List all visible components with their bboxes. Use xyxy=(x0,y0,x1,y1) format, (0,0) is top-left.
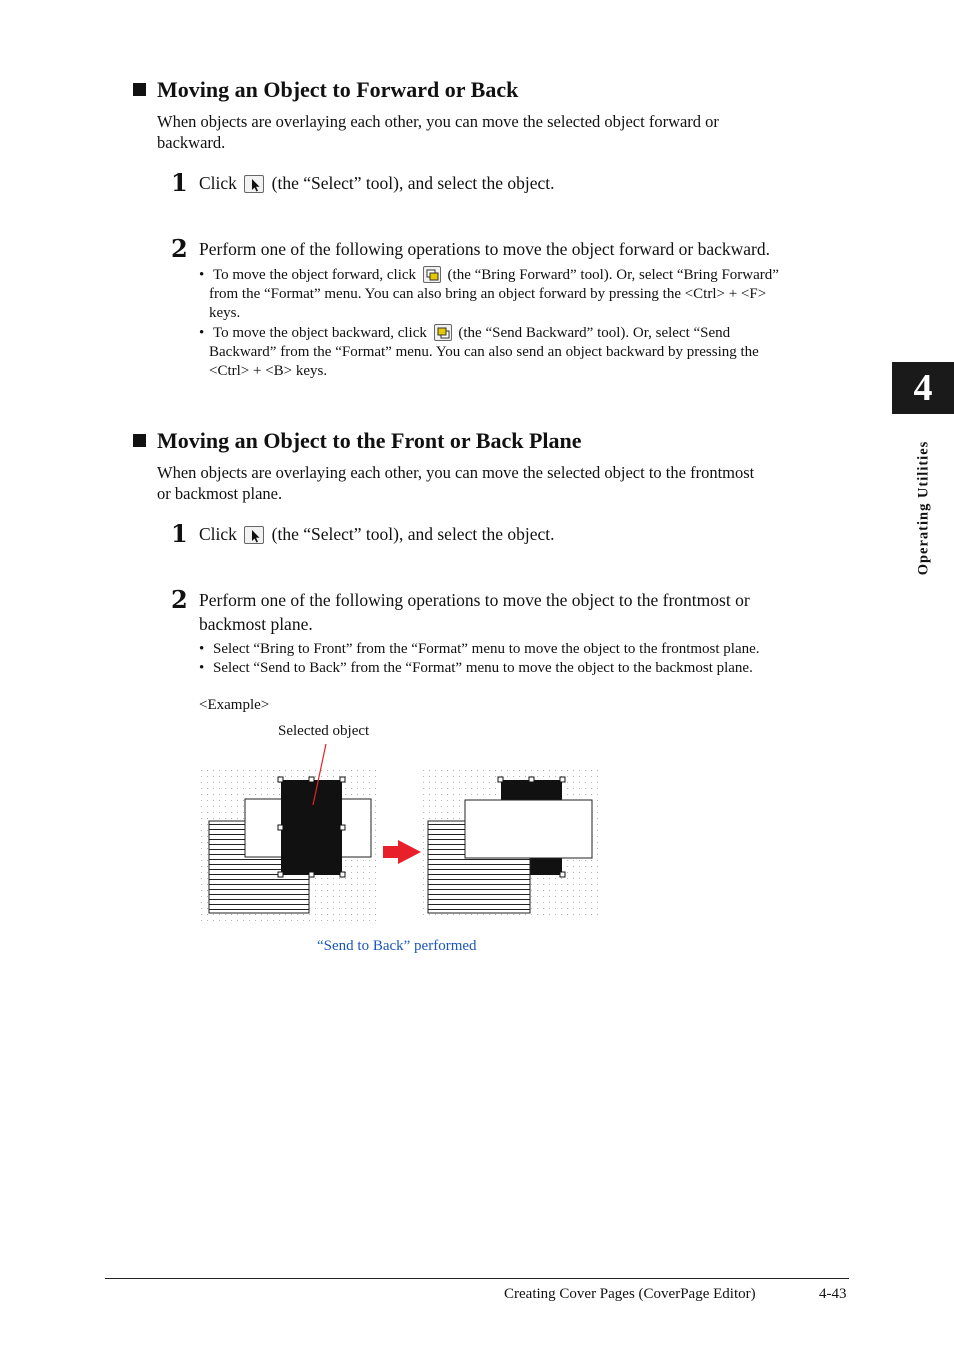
section-heading-forward-back: Moving an Object to Forward or Back xyxy=(133,77,518,103)
step-number: 2 xyxy=(171,585,188,614)
list-item: • To move the object forward, click (the “Bring Forward” tool). Or, select “Bring Forward” from the “Format” menu. You can also bring an object forward by pressing the <Ctrl> + <F> keys. xyxy=(199,267,779,321)
list-item: • To move the object backward, click (the “Send Backward” tool). Or, select “Send Backward” from the “Format” menu. You can also send an object backward by pressing the <Ctrl> + <B> keys. xyxy=(199,325,759,379)
bring-forward-icon[interactable] xyxy=(423,266,441,283)
section2-step2-text: Perform one of the following operations to move the object to the frontmost or backmost plane. xyxy=(199,590,750,634)
square-bullet-icon xyxy=(133,83,146,96)
section2-step1-text: Click (the “Select” tool), and select the object. xyxy=(199,524,555,544)
after-panel xyxy=(419,768,599,918)
chapter-side-label: Operating Utilities xyxy=(915,440,932,576)
square-bullet-icon xyxy=(133,434,146,447)
selected-black-rectangle xyxy=(281,780,342,875)
selected-object-callout: Selected object xyxy=(278,723,370,739)
section1-intro: When objects are overlaying each other, you can move the selected object forward or backward. xyxy=(157,112,719,152)
list-item: • Select “Send to Back” from the “Format” menu to move the object to the backmost plane. xyxy=(199,660,753,676)
select-arrow-icon[interactable] xyxy=(244,175,264,193)
footer-divider xyxy=(105,1278,849,1279)
chapter-tab: 4 xyxy=(892,362,954,414)
section2-intro: When objects are overlaying each other, you can move the selected object to the frontmost or backmost plane. xyxy=(157,463,755,503)
page-number: 4-43 xyxy=(819,1286,847,1302)
before-panel xyxy=(199,744,379,924)
step-number: 2 xyxy=(171,234,188,263)
step-number: 1 xyxy=(171,519,188,548)
footer-title: Creating Cover Pages (CoverPage Editor) xyxy=(504,1286,756,1302)
section1-step1-text: Click (the “Select” tool), and select the object. xyxy=(199,173,555,193)
white-rectangle xyxy=(465,800,592,858)
list-item: • Select “Bring to Front” from the “Format” menu to move the object to the frontmost plane. xyxy=(199,641,760,657)
example-figure xyxy=(195,740,615,930)
select-arrow-icon[interactable] xyxy=(244,526,264,544)
example-label: <Example> xyxy=(199,697,270,713)
example-caption: “Send to Back” performed xyxy=(317,938,477,954)
send-backward-icon[interactable] xyxy=(434,324,452,341)
red-arrow-icon xyxy=(383,840,421,864)
section1-step2-text: Perform one of the following operations to move the object forward or backward. xyxy=(199,239,771,259)
step-number: 1 xyxy=(171,168,188,197)
section-heading-front-back-plane: Moving an Object to the Front or Back Plane xyxy=(133,428,582,454)
